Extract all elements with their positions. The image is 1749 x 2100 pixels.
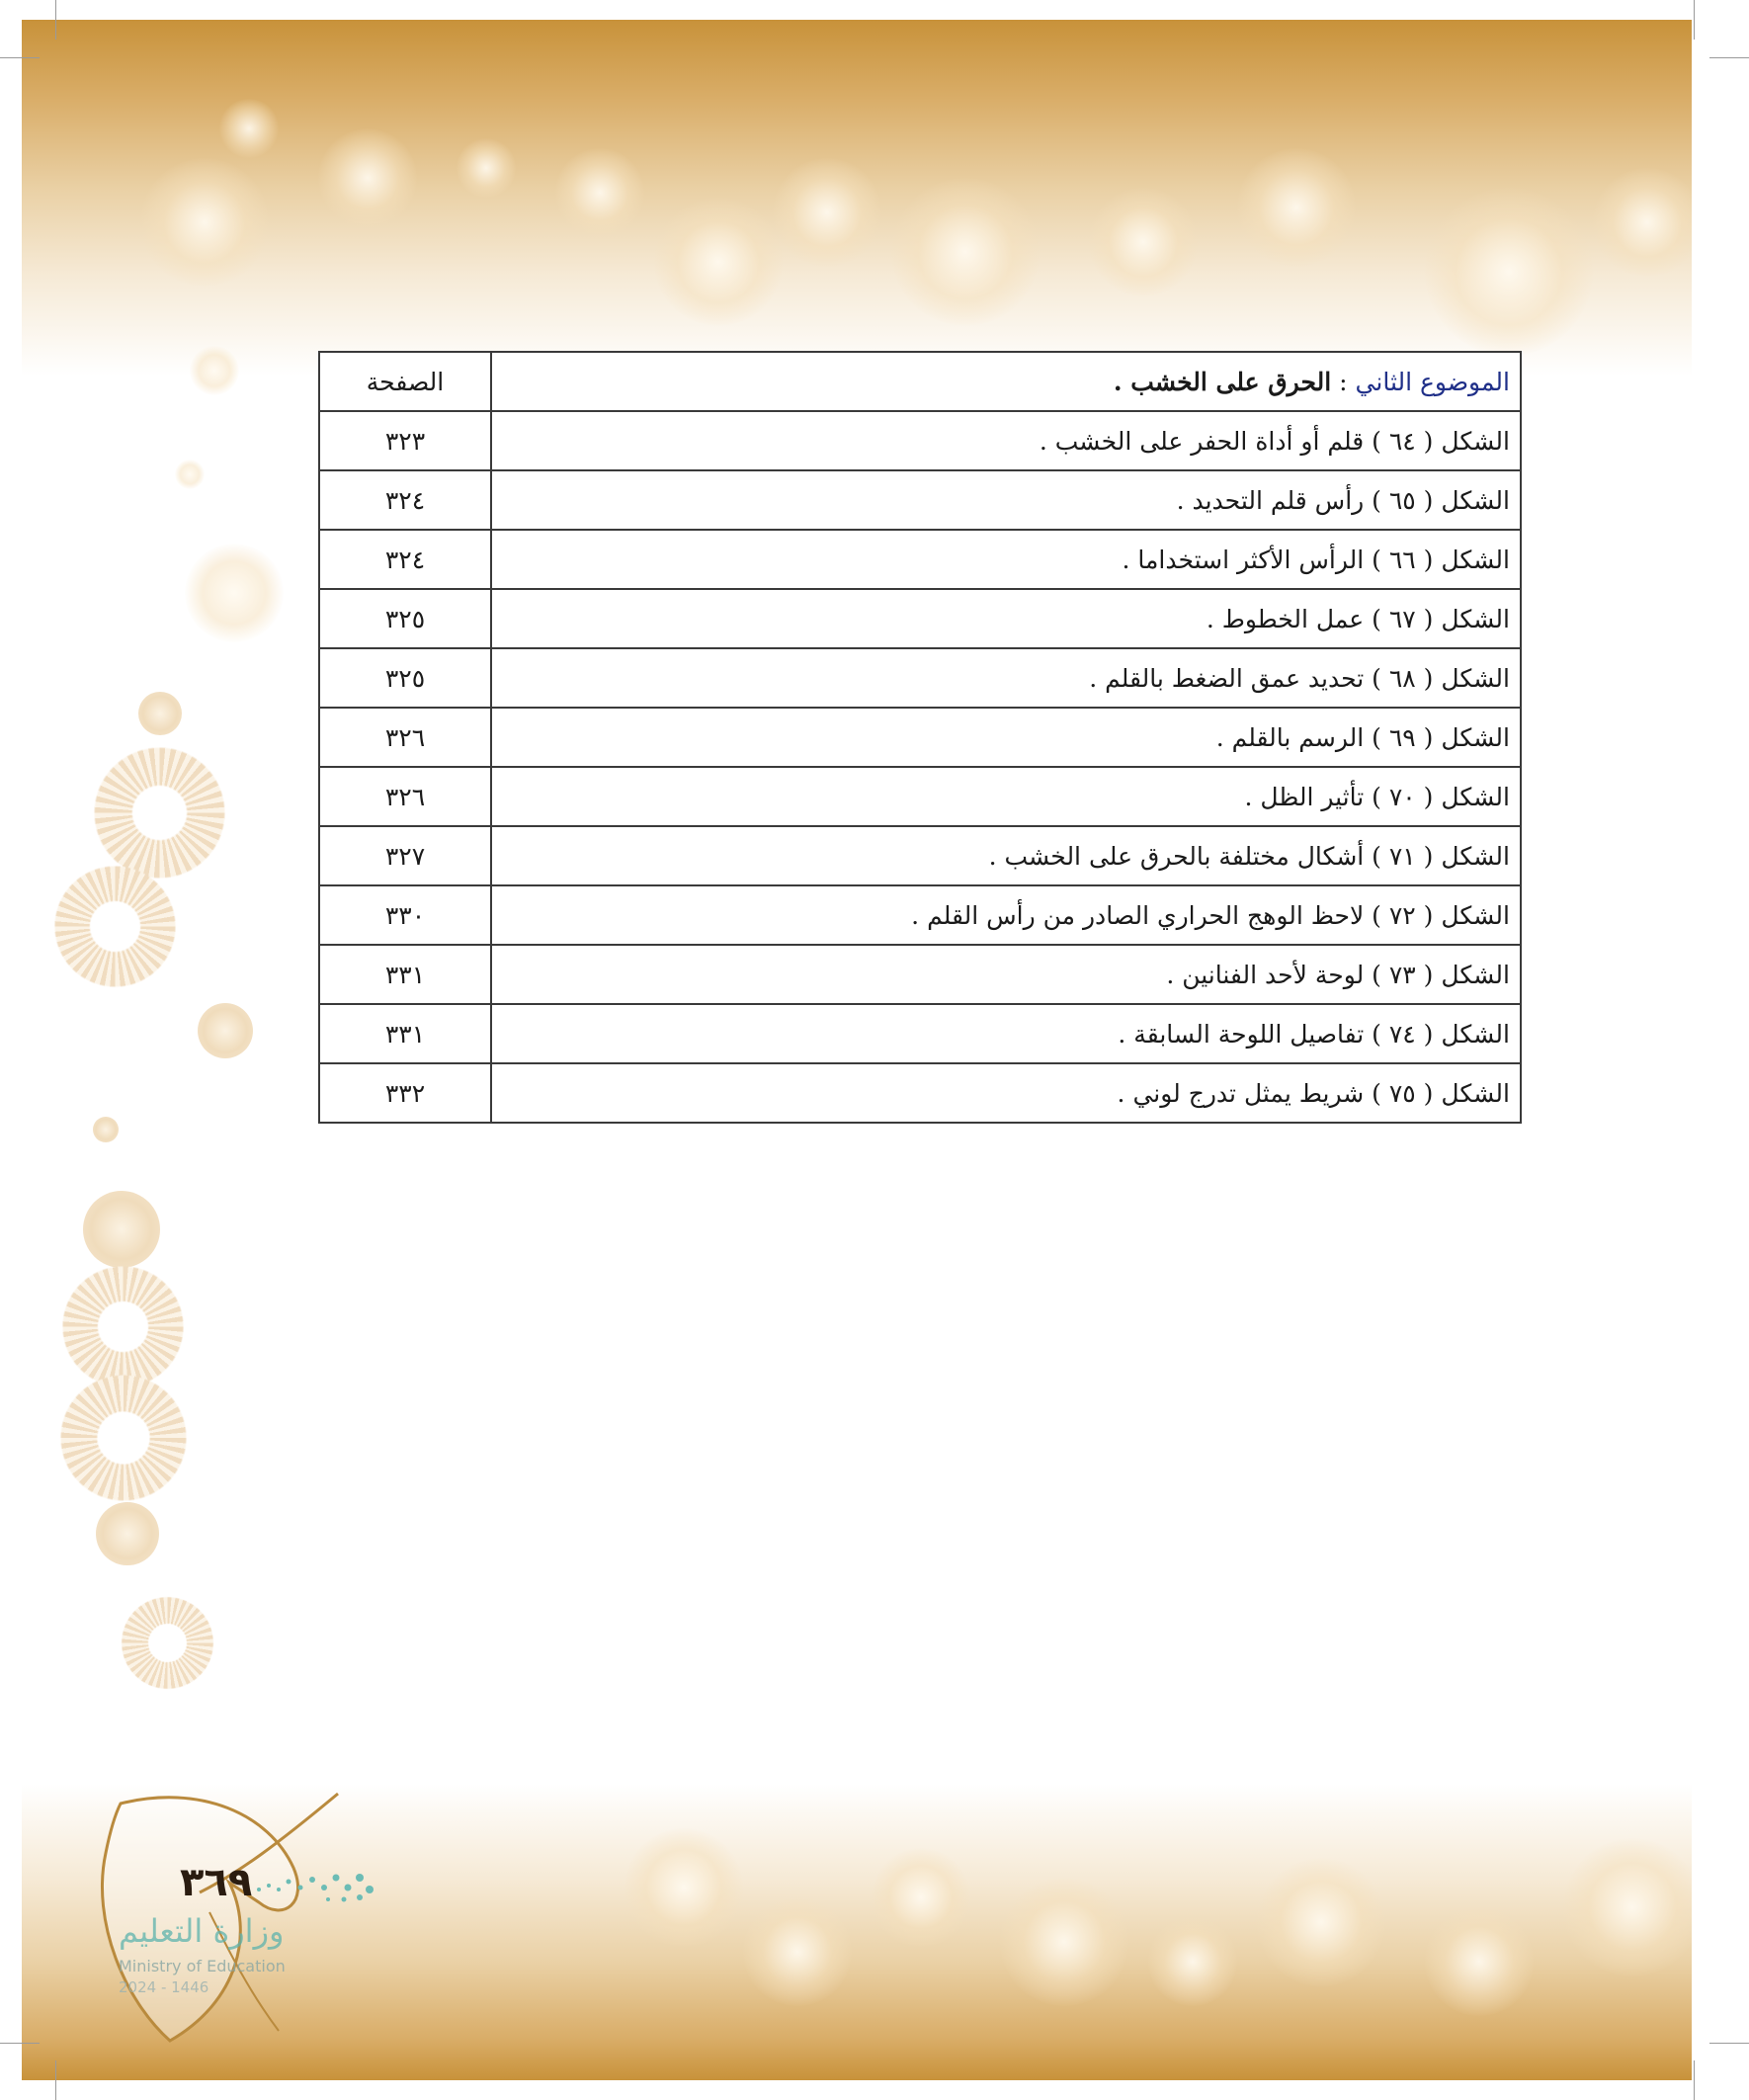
edition-year: 2024 - 1446 xyxy=(119,1978,209,1996)
crop-mark xyxy=(55,0,56,40)
page-number-cell: ٣٣١ xyxy=(319,1004,491,1063)
ministry-name-english: Ministry of Education xyxy=(119,1957,286,1975)
page-number-cell: ٣٢٦ xyxy=(319,767,491,826)
crop-mark xyxy=(1694,0,1695,40)
crop-mark xyxy=(1709,2043,1749,2044)
bokeh-decoration xyxy=(318,128,417,227)
bokeh-decoration xyxy=(1089,188,1198,296)
bokeh-decoration xyxy=(1425,1907,1534,2016)
page-number-cell: ٣٢٣ xyxy=(319,411,491,470)
table-row xyxy=(319,945,1521,1004)
ring-decoration xyxy=(93,746,226,880)
figure-title-cell: الشكل ( ٧٣ ) لوحة لأحد الفنانين . xyxy=(491,945,1521,1004)
bokeh-decoration xyxy=(654,198,783,326)
table-row xyxy=(319,767,1521,826)
page-number-cell: ٣٢٥ xyxy=(319,648,491,708)
figure-title-cell: الشكل ( ٧٠ ) تأثير الظل . xyxy=(491,767,1521,826)
figure-title-cell: الشكل ( ٦٧ ) عمل الخطوط . xyxy=(491,589,1521,648)
page-number: ٣٦٩ xyxy=(180,1860,253,1905)
bokeh-decoration xyxy=(743,1897,852,2006)
bokeh-decoration xyxy=(1593,168,1692,277)
figure-title-cell: الشكل ( ٧٢ ) لاحظ الوهج الحراري الصادر من رأس القلم . xyxy=(491,885,1521,945)
crop-mark xyxy=(55,2060,56,2100)
crop-mark xyxy=(0,2043,40,2044)
table-row xyxy=(319,708,1521,767)
table-row xyxy=(319,826,1521,885)
bokeh-decoration xyxy=(175,460,205,489)
bokeh-decoration xyxy=(773,158,881,267)
table-row xyxy=(319,470,1521,530)
page-number-cell: ٣٢٤ xyxy=(319,470,491,530)
table-row xyxy=(319,885,1521,945)
figures-index-table xyxy=(318,351,1522,1124)
figure-title-cell: الشكل ( ٦٥ ) رأس قلم التحديد . xyxy=(491,470,1521,530)
topic-separator: : xyxy=(1339,367,1348,396)
bokeh-decoration xyxy=(1563,1838,1692,1976)
bokeh-decoration xyxy=(1257,1858,1385,1986)
ring-decoration xyxy=(53,865,177,988)
ring-decoration xyxy=(59,1374,188,1502)
crop-mark xyxy=(1709,57,1749,58)
page-number-cell: ٣٣٠ xyxy=(319,885,491,945)
bokeh-decoration xyxy=(140,158,269,287)
dot-decoration xyxy=(83,1191,160,1268)
topic-header-cell xyxy=(491,352,1521,411)
crop-mark xyxy=(0,57,40,58)
page-number-cell: ٣٢٤ xyxy=(319,530,491,589)
bokeh-decoration xyxy=(1000,1878,1128,2006)
page-number-cell: ٣٣٢ xyxy=(319,1063,491,1123)
ring-decoration xyxy=(121,1596,214,1690)
table-header-row xyxy=(319,352,1521,411)
topic-label: الموضوع الثاني xyxy=(1355,367,1510,396)
figure-title-cell: الشكل ( ٦٤ ) قلم أو أداة الحفر على الخشب . xyxy=(491,411,1521,470)
topic-title: الحرق على الخشب . xyxy=(1113,367,1332,396)
crop-mark xyxy=(1694,2060,1695,2100)
bokeh-decoration xyxy=(185,544,284,642)
bokeh-decoration xyxy=(190,346,239,395)
dot-decoration xyxy=(93,1117,119,1142)
bokeh-decoration xyxy=(872,1848,970,1947)
dot-decoration xyxy=(96,1502,159,1565)
ring-decoration xyxy=(61,1265,185,1388)
page-number-cell: ٣٢٧ xyxy=(319,826,491,885)
figure-title-cell: الشكل ( ٧١ ) أشكال مختلفة بالحرق على الخشب . xyxy=(491,826,1521,885)
table-row xyxy=(319,530,1521,589)
bokeh-decoration xyxy=(555,148,644,237)
bokeh-decoration xyxy=(1237,148,1356,267)
ministry-name-arabic: وزارة التعليم xyxy=(119,1912,285,1950)
figure-title-cell: الشكل ( ٦٦ ) الرأس الأكثر استخداما . xyxy=(491,530,1521,589)
page-number-cell: ٣٢٥ xyxy=(319,589,491,648)
page-number-cell: ٣٣١ xyxy=(319,945,491,1004)
dot-decoration xyxy=(138,692,182,735)
bokeh-decoration xyxy=(219,99,279,158)
page-header-cell: الصفحة xyxy=(319,352,491,411)
table-row xyxy=(319,411,1521,470)
page-number-cell: ٣٢٦ xyxy=(319,708,491,767)
figure-title-cell: الشكل ( ٦٩ ) الرسم بالقلم . xyxy=(491,708,1521,767)
bokeh-decoration xyxy=(891,178,1040,326)
bokeh-decoration xyxy=(1148,1917,1237,2006)
table-row xyxy=(319,1004,1521,1063)
ministry-dots-logo-icon xyxy=(249,1868,377,1907)
figure-title-cell: الشكل ( ٧٥ ) شريط يمثل تدرج لوني . xyxy=(491,1063,1521,1123)
figure-title-cell: الشكل ( ٧٤ ) تفاصيل اللوحة السابقة . xyxy=(491,1004,1521,1063)
bokeh-decoration xyxy=(457,138,516,198)
page-canvas xyxy=(22,20,1692,2080)
bokeh-decoration xyxy=(625,1828,743,1947)
dot-decoration xyxy=(198,1003,253,1058)
table-row xyxy=(319,648,1521,708)
table-row xyxy=(319,589,1521,648)
bokeh-decoration xyxy=(1425,188,1593,356)
table-row xyxy=(319,1063,1521,1123)
figure-title-cell: الشكل ( ٦٨ ) تحديد عمق الضغط بالقلم . xyxy=(491,648,1521,708)
